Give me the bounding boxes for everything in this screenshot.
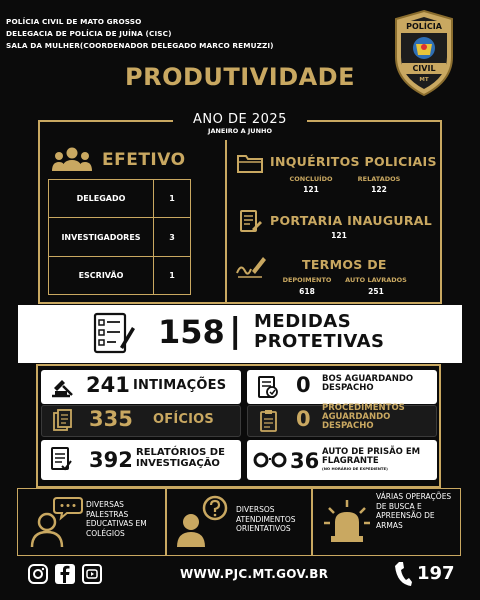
relatorios-label-line2: INVESTIGAÇÃO — [136, 458, 220, 469]
badge-mid-text: CIVIL — [412, 64, 436, 73]
badge-top-text: POLÍCIA — [406, 22, 442, 31]
gavel-icon — [50, 376, 74, 398]
depoimento-value: 618 — [299, 287, 315, 296]
signature-icon — [236, 253, 266, 279]
facebook-icon[interactable] — [55, 564, 75, 584]
header-line-3: SALA DA MULHER(COORDENADOR DELEGADO MARCO REMUZZI) — [6, 41, 274, 50]
clipboard-icon — [258, 409, 280, 433]
flagrante-label-line2: FLAGRANTE — [322, 456, 379, 466]
flagrante-label-line1: AUTO DE PRISÃO EM — [322, 447, 421, 457]
efetivo-role: DELEGADO — [49, 180, 154, 218]
bos-label-line2: DESPACHO — [322, 383, 374, 393]
medidas-label-line2: PROTETIVAS — [254, 331, 385, 352]
relatorios-value: 392 — [89, 448, 133, 472]
document-check-icon — [257, 375, 279, 399]
auto-lavrados-value: 251 — [368, 287, 384, 296]
auto-lavrados-label: AUTO LAVRADOS — [345, 276, 407, 284]
intimacoes-value: 241 — [86, 373, 130, 397]
youtube-icon[interactable] — [82, 564, 102, 584]
people-icon — [52, 146, 92, 172]
efetivo-count: 3 — [154, 218, 191, 257]
procedimentos-label-line1: PROCEDIMENTOS — [322, 403, 405, 413]
badge-bottom-text: MT — [419, 77, 429, 83]
speaker-icon — [27, 494, 83, 548]
period-range: JANEIRO A JUNHO — [208, 127, 272, 135]
footer-item-palestras: DIVERSAS PALESTRAS EDUCATIVAS EM COLÉGIOS — [86, 500, 147, 538]
instagram-icon[interactable] — [28, 564, 48, 584]
page-title: PRODUTIVIDADE — [125, 63, 355, 91]
phone-icon — [393, 560, 413, 588]
efetivo-role: INVESTIGADORES — [49, 218, 154, 257]
footer-item-operacoes: VÁRIAS OPERAÇÕES DE BUSCA E APREENSÃO DE ARMAS — [376, 492, 452, 530]
medidas-label-line1: MEDIDAS — [254, 311, 352, 332]
checklist-icon — [92, 311, 136, 355]
efetivo-table — [48, 179, 191, 295]
website-link[interactable]: WWW.PJC.MT.GOV.BR — [180, 567, 329, 581]
footer-divider-2 — [311, 488, 313, 556]
medidas-value: 158 — [158, 313, 225, 351]
flagrante-label — [322, 448, 420, 471]
procedimentos-value: 0 — [296, 407, 311, 431]
efetivo-title: EFETIVO — [102, 150, 186, 170]
siren-icon — [323, 498, 371, 546]
table-row — [49, 180, 191, 218]
handcuffs-icon — [253, 451, 287, 469]
medidas-separator: | — [229, 311, 242, 351]
inqueritos-title: INQUÉRITOS POLICIAIS — [270, 154, 437, 169]
phone-number[interactable]: 197 — [417, 563, 455, 584]
oficios-label: OFÍCIOS — [153, 412, 214, 427]
question-person-icon — [174, 494, 230, 548]
table-row — [49, 257, 191, 295]
table-row — [49, 218, 191, 257]
header-line-1: POLÍCIA CIVIL DE MATO GROSSO — [6, 17, 142, 26]
procedimentos-label-line2: AGUARDANDO — [322, 412, 391, 422]
concluido-value: 121 — [303, 185, 319, 194]
footer-divider-1 — [165, 488, 167, 556]
frame-divider — [225, 140, 227, 304]
medidas-label — [254, 312, 385, 352]
relatorios-label — [136, 447, 225, 469]
efetivo-count: 1 — [154, 257, 191, 295]
concluido-label: CONCLUÍDO — [289, 175, 333, 183]
document-icon — [238, 209, 262, 233]
relatados-label: RELATADOS — [357, 175, 401, 183]
folder-icon — [237, 153, 263, 173]
flagrante-label-note: (NO HORÁRIO DE EXPEDIENTE) — [322, 466, 388, 471]
bos-label-line1: BOS AGUARDANDO — [322, 374, 414, 384]
report-icon — [50, 446, 72, 472]
footer-item-atendimentos: DIVERSOS ATENDIMENTOS ORIENTATIVOS — [236, 505, 296, 533]
procedimentos-label — [322, 404, 405, 431]
document-stack-icon — [52, 409, 74, 433]
header-line-2: DELEGACIA DE POLÍCIA DE JUÍNA (CISC) — [6, 29, 172, 38]
relatados-value: 122 — [371, 185, 387, 194]
bos-label — [322, 375, 413, 393]
procedimentos-label-line3: DESPACHO — [322, 421, 374, 431]
year-label: ANO DE 2025 — [173, 112, 307, 127]
depoimento-label: DEPOIMENTO — [282, 276, 332, 284]
oficios-value: 335 — [89, 407, 133, 431]
portaria-title: PORTARIA INAUGURAL — [270, 213, 433, 228]
bos-value: 0 — [296, 373, 311, 397]
relatorios-label-line1: RELATÓRIOS DE — [136, 447, 225, 458]
termos-title: TERMOS DE — [302, 257, 387, 272]
efetivo-role: ESCRIVÃO — [49, 257, 154, 295]
portaria-value: 121 — [331, 231, 347, 240]
efetivo-count: 1 — [154, 180, 191, 218]
flagrante-value: 36 — [290, 449, 320, 473]
intimacoes-label: INTIMAÇÕES — [133, 378, 227, 393]
